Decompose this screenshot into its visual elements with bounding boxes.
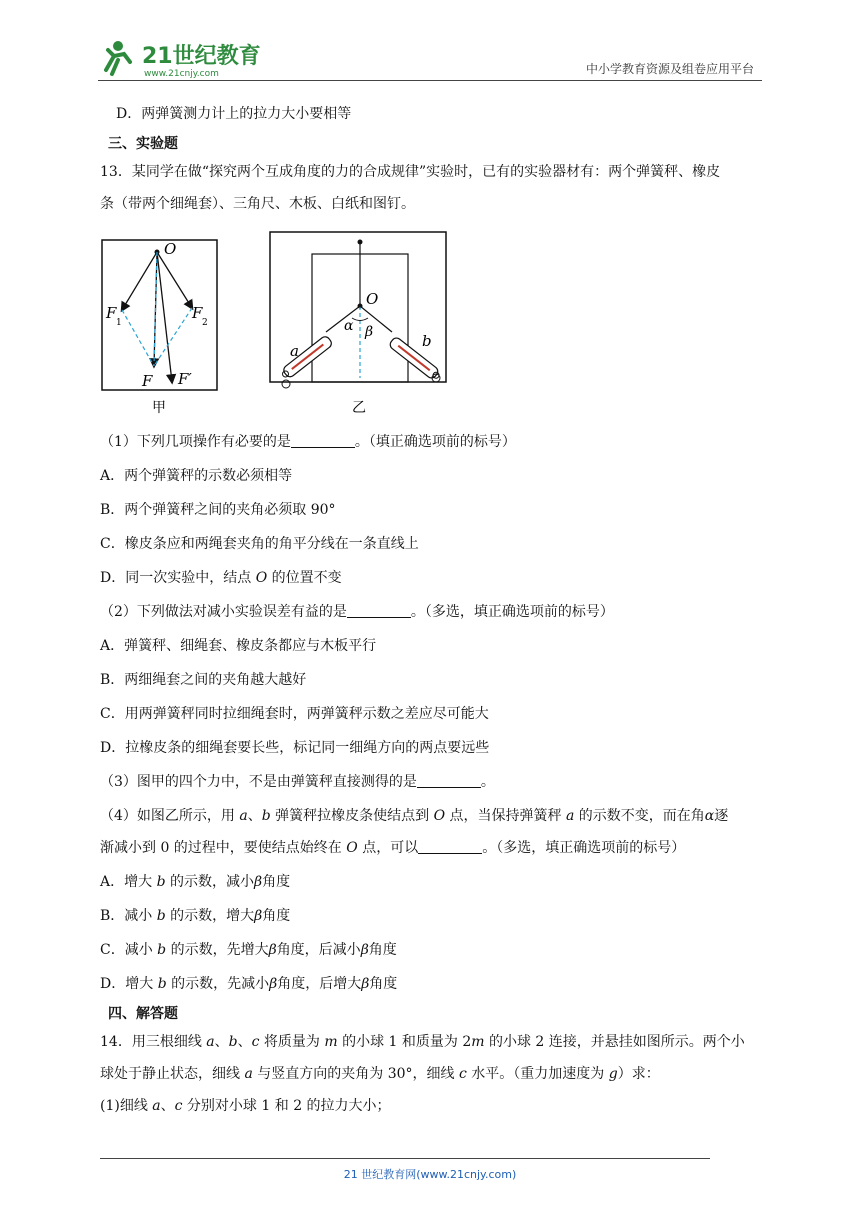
figure-yi [266,228,452,420]
label-o: O [164,240,177,258]
q13-part2-option-c: C．用两弹簧秤同时拉细绳套时，两弹簧秤示数之差应尽可能大 [100,706,489,722]
q14-line-1: 14．用三根细线 a、b、c 将质量为 m 的小球 1 和质量为 2m 的小球 2 连接，并悬挂如图所示。两个小 [100,1034,745,1050]
q13-part1-option-d: D．同一次实验中，结点 O 的位置不变 [100,570,342,586]
parallelogram-dashed-right [154,308,192,366]
q13-part1-option-a: A．两个弹簧秤的示数必须相等 [100,468,293,484]
q13-part1-option-c: C．橡皮条应和两绳套夹角的角平分线在一条直线上 [100,536,419,552]
label-f1-sub: 1 [116,318,122,328]
q13-part4-option-b: B．减小 b 的示数，增大β角度 [100,908,291,924]
header-platform-name: 中小学教育资源及组卷应用平台 [585,62,754,76]
label-b: b [422,332,432,350]
section-answer-heading: 四、解答题 [108,1006,178,1022]
q13-part3-stem: （3）图甲的四个力中，不是由弹簧秤直接测得的是 。 [100,774,495,790]
caption-jia: 甲 [152,400,166,416]
footer-site-link[interactable]: 21 世纪教育网(www.21cnjy.com) [343,1168,517,1181]
figure-jia [100,234,220,420]
label-alpha: α [344,318,354,334]
section-experiment-heading: 三、实验题 [108,136,178,152]
force-f1-arrow [122,252,157,310]
spring-scale-a [279,335,333,381]
answer-blank-4[interactable] [418,839,482,854]
q14-line-2: 球处于静止状态，细线 a 与竖直方向的夹角为 30°，细线 c 水平。（重力加速度为 g）求： [100,1066,660,1082]
q13-part4-option-a: A．增大 b 的示数，减小β角度 [100,874,291,890]
answer-blank-1[interactable] [291,433,355,448]
q13-part4-option-c: C．减小 b 的示数，先增大β角度，后减小β角度 [100,942,397,958]
logo-url: www.21cnjy.com [144,69,219,79]
q13-part2-option-d: D．拉橡皮条的细绳套要长些，标记同一细绳方向的两点要远些 [100,740,490,756]
q13-part2-option-b: B．两细绳套之间的夹角越大越好 [100,672,307,688]
runner-icon [106,41,130,74]
q13-part1-option-b: B．两个弹簧秤之间的夹角必须取 90° [100,502,336,518]
logo-text: 21世纪教育 [142,44,261,69]
label-f1: F [106,304,117,322]
q14-part1: (1)细线 a、c 分别对小球 1 和 2 的拉力大小； [100,1098,391,1114]
header-divider [98,80,762,81]
label-f2: F [192,304,203,322]
answer-blank-3[interactable] [417,773,481,788]
brand-logo [96,36,266,80]
q13-part2-stem: （2）下列做法对减小实验误差有益的是 。（多选，填正确选项前的标号） [100,604,614,620]
footer-divider [100,1158,710,1159]
hook-a [282,380,290,388]
q13-part4-option-d: D．增大 b 的示数，先减小β角度，后增大β角度 [100,976,398,992]
answer-blank-2[interactable] [347,603,411,618]
caption-yi: 乙 [352,400,366,416]
label-f2-sub: 2 [202,318,208,328]
q13-line-2: 条（带两个细绳套）、三角尺、木板、白纸和图钉。 [100,196,415,212]
q13-part4-line-1: （4）如图乙所示，用 a、b 弹簧秤拉橡皮条使结点到 O 点，当保持弹簧秤 a 的示数不变，而在角α逐 [100,808,729,824]
label-a: a [290,342,299,360]
option-d-previous: D．两弹簧测力计上的拉力大小要相等 [116,106,352,122]
label-o: O [366,290,379,308]
q13-part4-line-2: 渐减小到 0 的过程中，要使结点始终在 O 点，可以 。（多选，填正确选项前的标号） [100,840,686,856]
q13-part2-option-a: A．弹簧秤、细绳套、橡皮条都应与木板平行 [100,638,377,654]
angle-arc [352,318,368,321]
q13-line-1: 13．某同学在做“探究两个互成角度的力的合成规律”实验时，已有的实验器材有：两个弹簧秤、橡皮 [100,164,721,180]
label-beta: β [365,324,374,340]
label-fprime: F′ [178,370,192,388]
label-f: F [142,372,153,390]
q13-part1-stem: （1）下列几项操作有必要的是 。（填正确选项前的标号） [100,434,516,450]
parallelogram-dashed-left [122,310,154,366]
